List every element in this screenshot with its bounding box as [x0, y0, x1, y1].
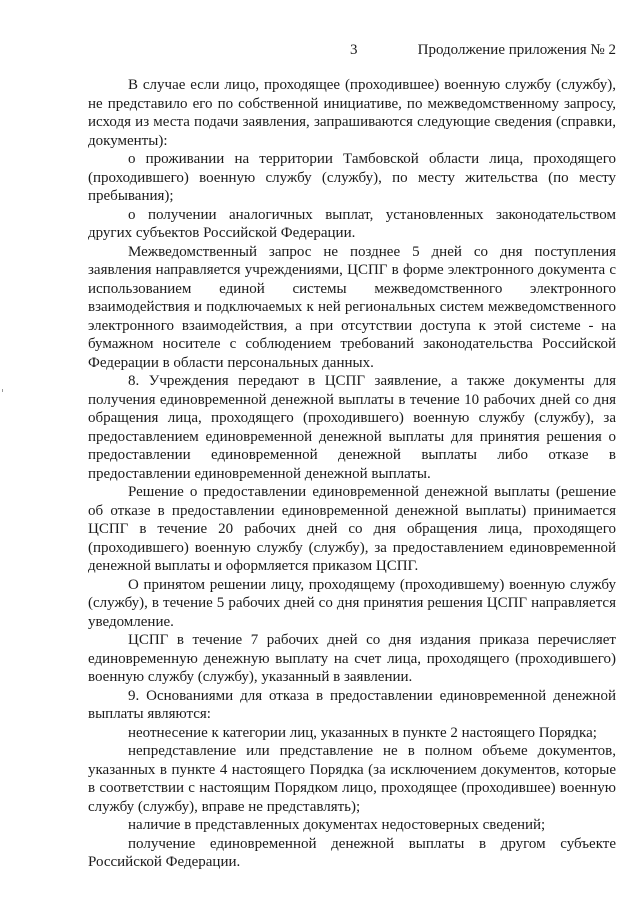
paragraph-refusal-reason-3: наличие в представленных документах недостоверных сведений; — [128, 817, 546, 833]
scan-artifact — [2, 389, 3, 392]
paragraph-refusal-reason-1: неотнесение к категории лиц, указанных в пункте 2 настоящего Порядка; — [128, 724, 597, 741]
paragraph-refusal-reason-2: непредставление или представление не в полном объеме документов, указанных в пункте 4 настоящего Порядка (за исключением документов, которые в соответствии с настоящим Порядком лицо, проходящее (проходившее) военную службу (службу), вправе не представлять); — [88, 743, 616, 815]
paragraph-transfer: ЦСПГ в течение 7 рабочих дней со дня издания приказа перечисляет единовременную денежную выплату на счет лица, проходящего (проходившего) военную службу (службу), указанный в заявлении. — [88, 632, 616, 685]
paragraph-interagency-request: Межведомственный запрос не позднее 5 дней со дня поступления заявления направляется учреждениями, ЦСПГ в форме электронного документа с использованием единой системы межведомственного электронного взаимодействия и подключаемых к ней региональных систем межведомственного электронного взаимодействия, а при отсутствии доступа к этой системе - на бумажном носителе с соблюдением требований законодательства Российской Федерации в области персональных данных. — [88, 243, 616, 371]
paragraph-decision: Решение о предоставлении единовременной денежной выплаты (решение об отказе в предоставлении единовременной денежной выплаты) принимается ЦСПГ в течение 20 рабочих дней со дня обращения лица, проходящего (проходившего) военную службу (службу), за предоставлением единовременной денежной выплаты и оформляется приказом ЦСПГ. — [88, 484, 616, 574]
appendix-title: Продолжение приложения № 2 — [417, 42, 616, 58]
paragraph-refusal-reason-4: получение единовременной денежной выплаты в другом субъекте Российской Федерации. — [88, 835, 616, 870]
page-number: 3 — [350, 42, 358, 58]
paragraph-item-9: 9. Основаниями для отказа в предоставлении единовременной денежной выплаты являются: — [88, 687, 616, 722]
paragraph-notification: О принятом решении лицу, проходящему (проходившему) военную службу (службу), в течение 5 рабочих дней со дня принятия решения ЦСПГ направляется уведомление. — [88, 576, 616, 630]
paragraph-similar-payments: о получении аналогичных выплат, установленных законодательством других субъектов Российской Федерации. — [88, 206, 616, 241]
paragraph-residence-info: о проживании на территории Тамбовской области лица, проходящего (проходившего) военную службу (службу), по месту жительства (по месту пребывания); — [88, 151, 616, 204]
paragraph-info-request: В случае если лицо, проходящее (проходившее) военную службу (службу), не представило его по собственной инициативе, по межведомственному запросу, исходя из места подачи заявления, запрашиваются следующие сведения (справки, документы): — [88, 77, 616, 149]
document-body — [88, 76, 616, 872]
page-header — [0, 42, 640, 64]
paragraph-item-8: 8. Учреждения передают в ЦСПГ заявление, а также документы для получения единовременной денежной выплаты в течение 10 рабочих дней со дня обращения лица, проходящего (проходившего) военную службу (службу), за предоставлением единовременной денежной выплаты для принятия решения о предоставлении единовременной денежной выплаты либо отказе в предоставлении единовременной денежной выплаты. — [88, 373, 616, 482]
